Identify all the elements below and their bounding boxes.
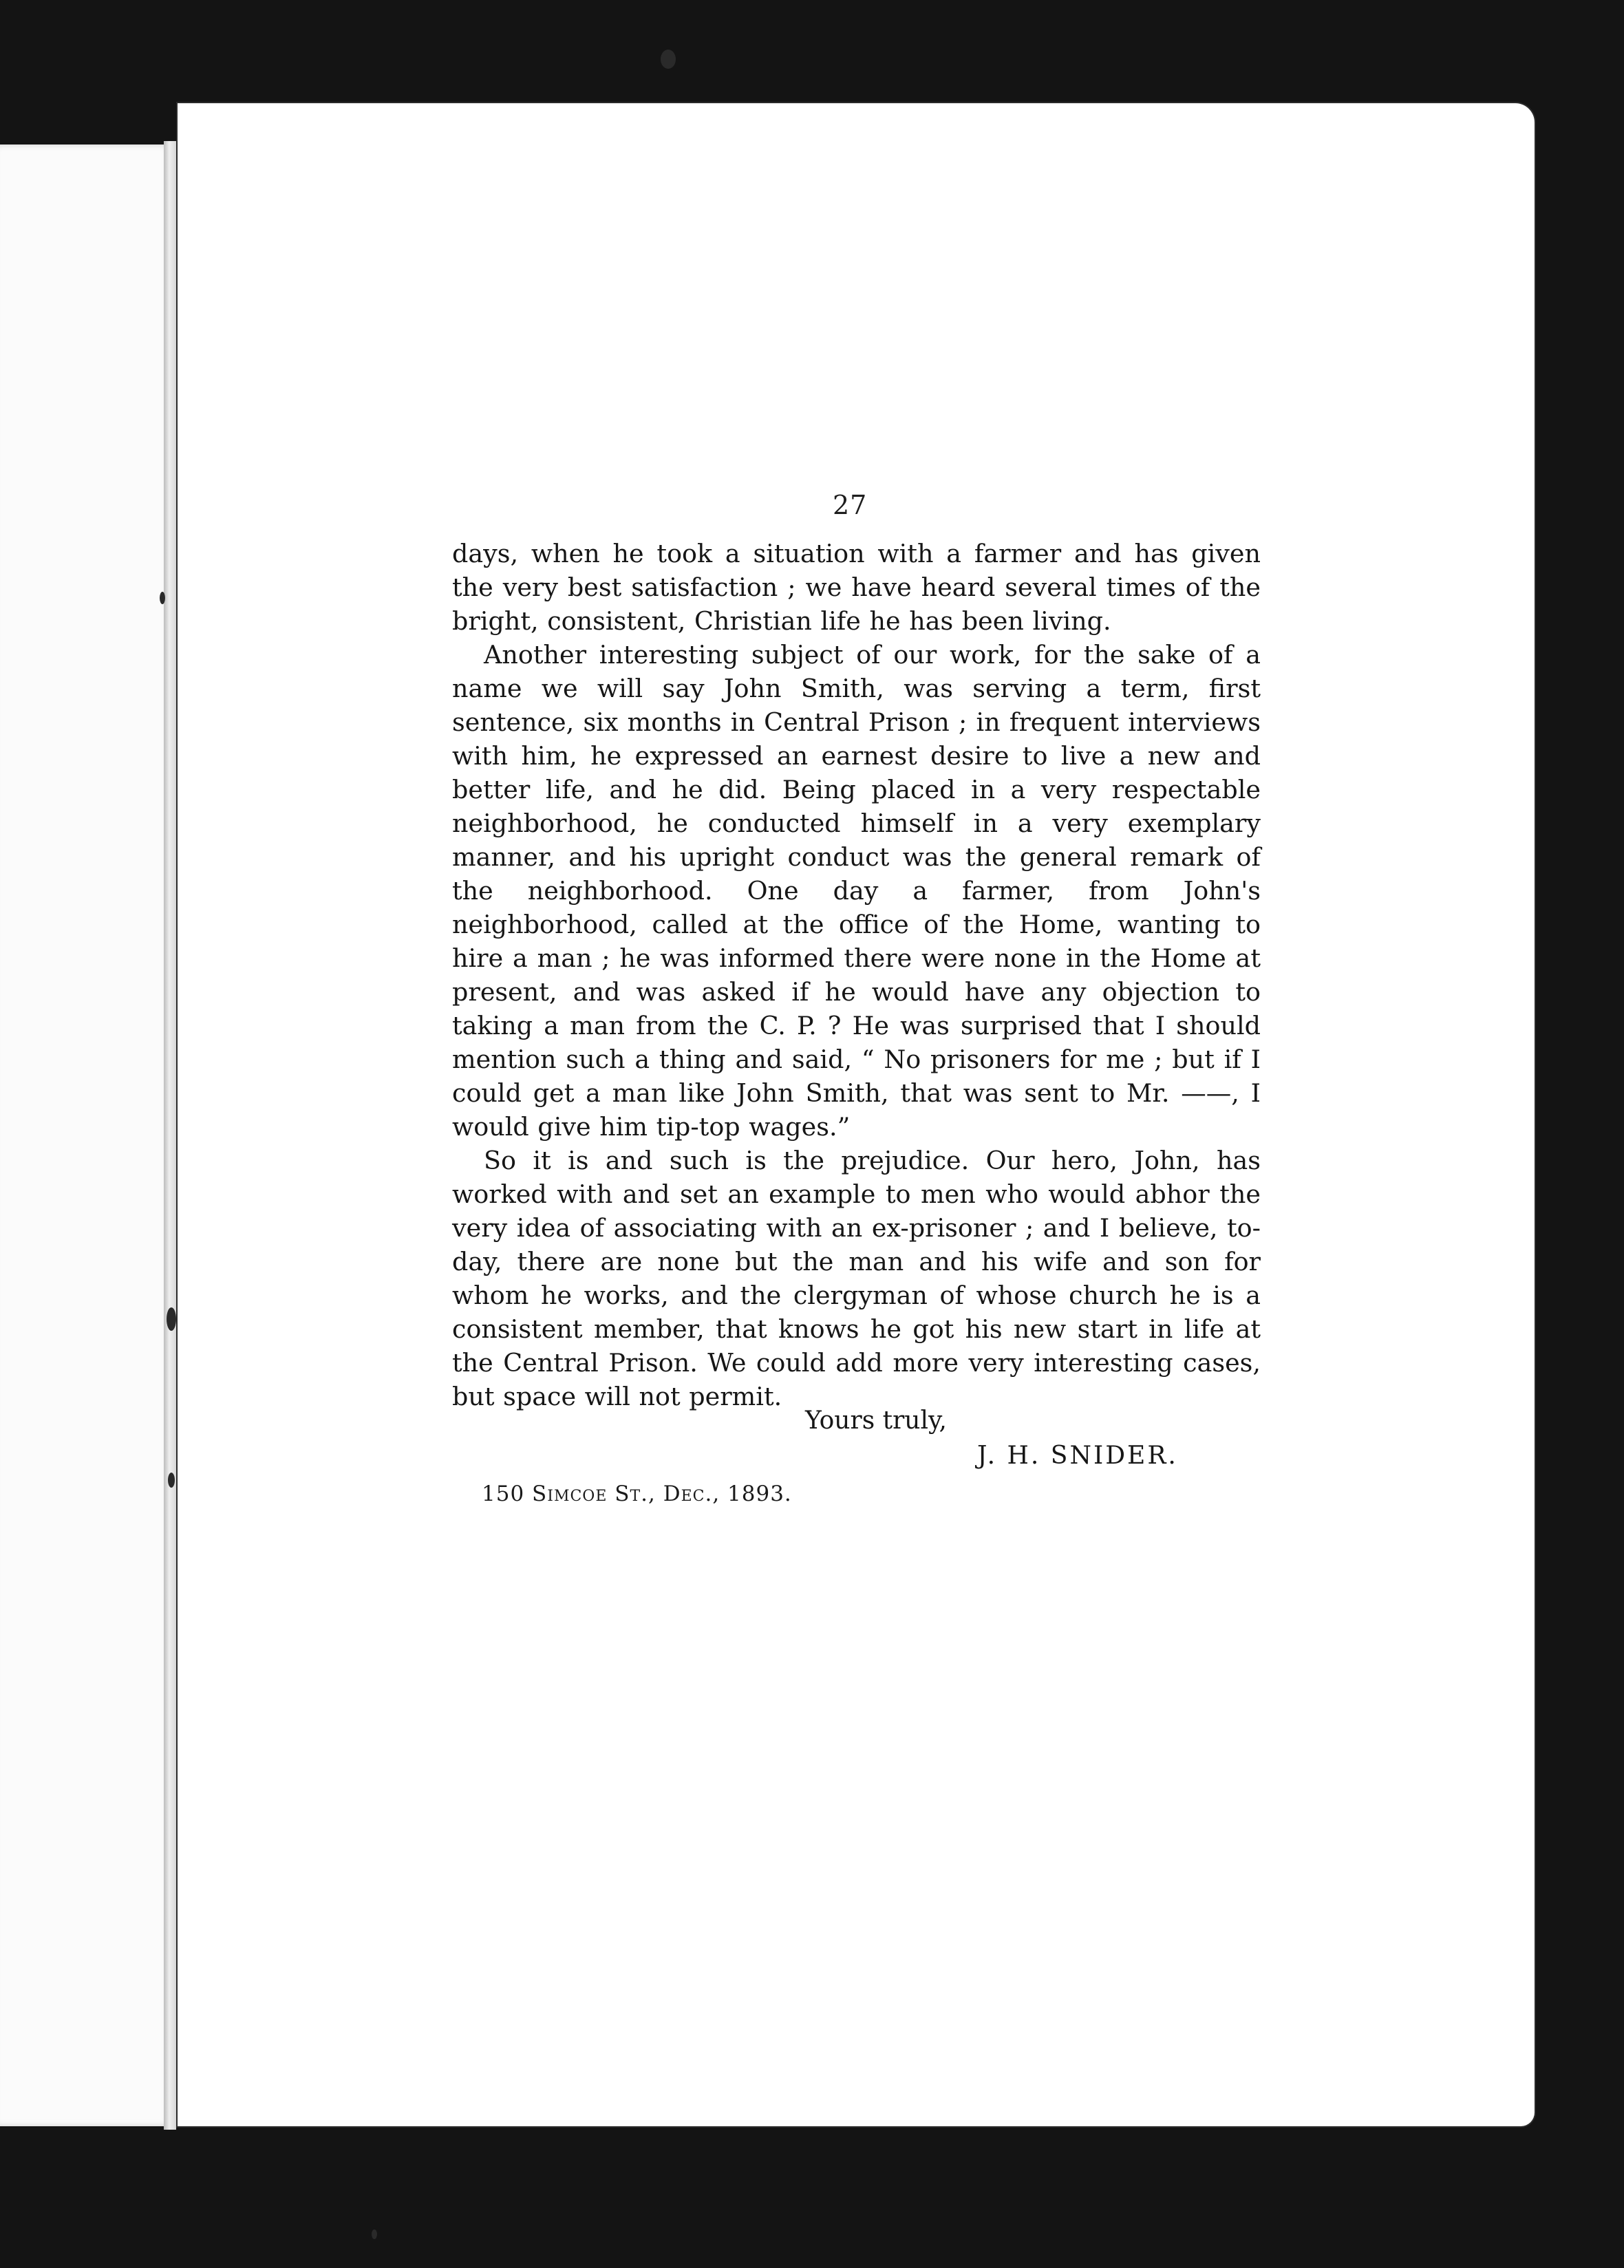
book-gutter bbox=[164, 141, 176, 2130]
binding-mark bbox=[167, 1307, 176, 1331]
closing: Yours truly, bbox=[805, 1406, 947, 1435]
scan-speck bbox=[372, 2229, 377, 2239]
scan-speck bbox=[661, 50, 676, 69]
signature: J. H. SNIDER. bbox=[977, 1442, 1178, 1470]
body-text bbox=[452, 537, 1261, 1413]
paragraph-3: So it is and such is the prejudice. Our hero, John, has worked with and set an example to men who would abhor the very idea of associating with an ex-prisoner ; and I believe, to-day, there are none but the man and his wife and son for whom he works, and the clergyman of whose church he is a consistent member, that knows he got his new start in life at the Central Prison. We could add more very interesting cases, but space will not permit. bbox=[452, 1146, 1261, 1411]
binding-mark bbox=[160, 592, 165, 604]
address-line: 150 Simcoe St., Dec., 1893. bbox=[482, 1481, 792, 1506]
page-number: 27 bbox=[833, 490, 868, 520]
left-page bbox=[0, 145, 178, 2126]
binding-mark bbox=[168, 1473, 175, 1488]
paragraph-1: days, when he took a situation with a farmer and has given the very best satisfaction ; we have heard several times of the bright, consistent, Christian life he has been living. bbox=[452, 539, 1261, 636]
paragraph-2: Another interesting subject of our work, for the sake of a name we will say John Smith, was serving a term, first sentence, six months in Central Prison ; in frequent interviews with him, he expressed an earnest desire to live a new and better life, and he did. Being placed in a very respectable neighborhood, he conducted himself in a very exemplary manner, and his upright conduct was the general remark of the neighborhood. One day a farmer, from John's neighborhood, called at the office of the Home, wanting to hire a man ; he was informed there were none in the Home at present, and was asked if he would have any objection to taking a man from the C. P. ? He was surprised that I should mention such a thing and said, “ No prisoners for me ; but if I could get a man like John Smith, that was sent to Mr. ——, I would give him tip-top wages.” bbox=[452, 640, 1261, 1142]
